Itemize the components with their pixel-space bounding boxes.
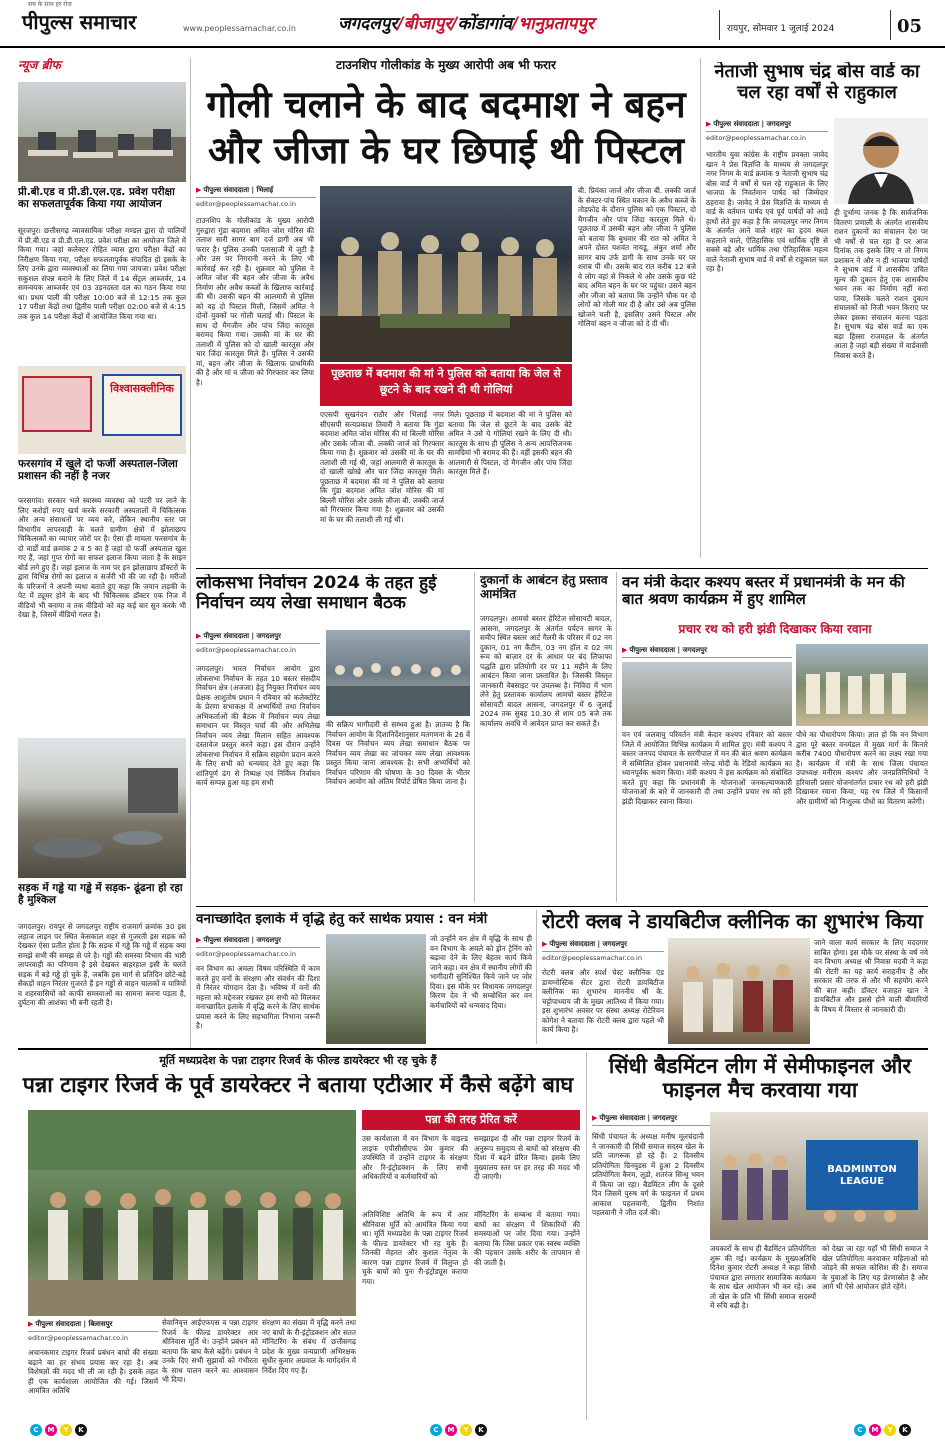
forest-area-col-1: वन विभाग का अमला विषम परिस्थिति में काम करते हुए वनों के संरक्षण और संवर्धन की दिशा में निरंतर योगदान देता है। भविष्य में वनों की महत्ता को मद्देनजर रखकर हम सभी को मिलकर वनाच्छादित इलाके में वृद्धि करने के लिए सार्थक प्रयास करने के लिए सहभागिता निभाना जरूरी है।: [196, 964, 320, 1030]
exam-hall-photo: [18, 82, 186, 182]
exam-hall-illustration: [18, 82, 186, 182]
lead-byline: ▶ पीपुल्स संवाददाता | भिलाई editor@peoplessamachar.co.in: [196, 184, 316, 214]
tiger-headline[interactable]: पन्ना टाइगर रिजर्व के पूर्व डायरेक्टर ने बताया एटीआर में कैसे बढ़ेंगे बाघ: [22, 1074, 574, 1098]
badminton-byline: ▶ पीपुल्स संवाददाता | जगदलपुर: [592, 1112, 712, 1128]
potholed-road-photo: [18, 738, 186, 878]
forest-area-col-2: जो उन्होंने वन क्षेत्र में वृद्धि के साथ ही वन विभाग के अमले को ड्रोन ट्रेनिंग को बढ़ावा देने के लिए बेहतर कार्य किये जाने कहा। वन क्षेत्र में स्थानीय लोगों की भागीदारी सुनिश्चित किये जाने पर जोर दिया। इस मौके पर विधायक जगदलपुर किरण देव ने भी सम्बोधित कर वन कर्मचारियों को धन्यवाद दिया।: [430, 934, 532, 1010]
tiger-kicker: मूर्ति मध्यप्रदेश के पन्ना टाइगर रिजर्व के फील्ड डायरेक्टर भी रह चुके हैं: [159, 1054, 437, 1067]
road-illustration: [18, 738, 186, 878]
badminton-col-2: जयकारों के साथ ही बैडमिंटन प्रतियोगिता शुरू की गई। कार्यक्रम के मुख्यअतिथि दिनेश कुमार रोटरी अध्यक्ष ने कहा सिंधी पंचायत द्वारा लगातार सामाजिक कार्यक्रम के साथ खेल आयोजन भी कर रहे। अब तो खेल के प्रति भी सिंधी समाज सदस्यों में रुचि बढ़ी है।: [710, 1244, 816, 1310]
election-col-2: की सक्रिय भागीदारी से सम्भव हुआ है। ज्ञातव्य है कि निर्वाचन आयोग के दिशानिर्देशानुसार मतगणना के 26 वें दिवस पर निर्वाचन व्यय लेखा समाधान बैठक पर निर्वाचन व्यय लेखा का जांचकर व्यय लेखा आवश्यक प्रस्तुत किया जाना आवश्यक है। सभी अभ्यर्थियों को निर्वाचन परिणाम की घोषणा के 30 दिवस के भीतर निर्वाचन आयोग को अंतिम रिपोर्ट प्रेषित किया जाना है।: [326, 720, 470, 786]
tiger-box-title: पन्ना की तरह प्रेरित करें: [362, 1110, 580, 1130]
clinic-sign-text: विश्वासक्लीनिक: [110, 382, 174, 395]
badminton-col-1: सिंधी पंचायत के अध्यक्ष मनीष मूलचंदानी ने जानकारी दी सिंधी समाज सदस्य खेल के प्रति जागरूक हो रहे हैं। 2 दिवसीय प्रतियोगिता ग्रिनवुडस में हुआ 2 दिवसीय प्रतियोगिता कैरम, लूडो, शतरंज सिन्धु भवन में किया जा रहा। बैडमिंटन लीग के दूसरे दिन जिसमें पुरुष वर्ग के फाइनल में प्रथम आकाश पहलवानी, द्वितीय निशांत पहलवानी ने जीत दर्ज की।: [592, 1132, 704, 1217]
dateline: रायपुर, सोमवार 1 जुलाई 2024: [727, 24, 835, 34]
badminton-players-photo: [710, 1112, 928, 1240]
brief-headline-3[interactable]: सड़क में गड्ढे या गड्ढे में सड़क- ढूंढना हो रहा है मुश्किल: [18, 882, 183, 907]
forest-area-byline: ▶ पीपुल्स संवाददाता | जगदलपुर editor@peoplessamachar.co.in: [196, 934, 320, 962]
tiger-box-text-2: समझाइश दी और पन्ना टाइगर रिजर्व के अनुरूप समुदाय से बाघों को संरक्षण की दिशा में बढ़ने प्रेरित किया। इसके लिए मुख्यालय स्तर पर हर तरह की मदद भी दी जाएगी।: [474, 1134, 580, 1181]
brief-text-2: फरसगांव। सरकार भले स्वास्थ्य व्यवस्था को पटरी पर लाने के लिए करोड़ों रुपए खर्च करके सरकारी अस्पतालों में चिकित्सक और अन्य संसाधनों पर व्यय करे, लेकिन स्थानीय स्तर पर विभागीय लापरवाही के चलते ग्रामीण क्षेत्रों में झोलाछाप चिकित्सकों का व्यापार जोरों पर है। ऐसा ही मामला फरसगांव के दो वार्डों वार्ड क्रमांक 2 व 5 का है जहां दो फर्जी अस्पताल खुल गए हैं, जहां गुप्त रोगों का सफल इलाज किया जाता है के साइन बोर्ड लगे हुए हैं। जहां इलाज के नाम पर इन झोलाछाप डॉक्टरों के द्वारा विभिन्न रोगों का इलाज व सर्जरी भी की जा रही है। मरीजों के परिजनों ने अपनी व्यथा बताते हुए कहा कि जयान लड़की के पेट में ट्यूमर होने के बाद भी चिकित्सक डॉक्टर एक निज में वीडियो भी बनाया व तक वीडियो को वह कई बार सुन करके भी देखा है, जिसमें वीडियो गलत है।: [18, 496, 186, 619]
lead-col-3: मिले। पूछताछ में बदमाश की मां ने पुलिस को बताया कि जेल से छूटने के बाद उसके बेटे अमित ने उसे ये गोलियां रखने के लिए दी थी। कारतूस के साथ ही पुलिस ने अन्य आपत्तिजनक सामग्रियां भी बरामद की हैं। वहीं इसकी बहन की आलमारी से पिस्टल, दो मैगजीन और पांच जिंदा कारतूस मिले हैं।: [448, 410, 572, 476]
rotary-byline: ▶ पीपुल्स संवाददाता | जगदलपुर editor@peoplessamachar.co.in: [542, 938, 664, 966]
spokesperson-portrait: [834, 118, 928, 204]
election-col-1: जगदलपुर। भारत निर्वाचन आयोग द्वारा लोकसभा निर्वाचन के तहत 10 बस्तर संसदीय निर्वाचन क्षेत्र (अजजा) हेतु नियुक्त निर्वाचन व्यय प्रेक्षक आशुतोष प्रधान ने रविवार को कलेक्टोरेट के प्रेरणा सभाकक्ष में अभ्यर्थियों तथा निर्वाचन अभिकर्ताओं की बैठक में निर्वाचन व्यय लेखा समाधान पर विस्तृत चर्चा की और अभिलेख निर्वाचन व्यय लेखा मिलान सहित आवश्यक दस्तावेज प्रस्तुत करने कहा। इस दौरान उन्होंने लोकसभा निर्वाचन में सक्रिय सहयोग प्रदान करने के लिए सभी को धन्यवाद देते हुए कहा कि शांतिपूर्ण ढंग से निष्पक्ष एवं निर्विघ्न निर्वाचन कार्य सम्पन्न हुआ यह हम सभी: [196, 664, 320, 787]
edition-names: जगदलपुर/बीजापुर/कोंडागांव/भानुप्रतापपुर: [338, 14, 594, 34]
meeting-illustration: [326, 630, 470, 716]
tiger-col-3: संरक्षण का संख्या में वृद्धि करने तथा नए बाघों के री-इंट्रोडक्शन और सतत मॉनिटरिंग के संबंध में छत्तीसगढ़ प्रदेश के मुख्य वन्यप्राणी अभिरक्षक सुधीर कुमार अग्रवाल के मार्गदर्शन में निर्देश दिए गए हैं।: [262, 1318, 356, 1375]
badminton-banner-text: BADMINTON LEAGUE: [827, 1164, 897, 1187]
logo-tagline: सच के साथ हर रोज: [28, 1, 72, 8]
lead-col-4: बी. प्रियंका जार्ज और जीजा बी. लक्की जार्ज के सेक्टर-पांच स्थित मकान के अवैध कब्जे के तोड़फोड़ के दौरान पुलिस को एक पिस्टल, दो मैगजीन और पांच जिंदा कारतूस मिले थे। पूछताछ में उसकी बहन और जीजा ने पुलिस को बताया कि बुधवार की रात को अमित ने अपने दोस्त यशवंत नायडू, अंकुर शर्मा और सागर बाघ उर्फ डागी के साथ उनके घर पर शराब पी थी। उसके बाद रात करीब 12 बजे वे लोग वहां से निकले थे और उसके कुछ घंटे बाद अमित बहन के घर पर पहुंचा। उसने बहन और जीजा को बताया कि उन्होंने चौक पर दो लोगों को गोली मार दी है और उसे अब पुलिस खोजने चली है, इसलिए उसने पिस्टल और गोलियां बहन व जीजा को दे दी थीं।: [578, 186, 696, 328]
tiger-reserve-group-photo: [28, 1110, 356, 1316]
election-meeting-photo: [326, 630, 470, 716]
lead-col-1: टाउनशिप के गोलीकांड के मुख्य आरोपी गुरुद्वारा गुंडा बदमाश अमित जोश मोरिस की तलाश सारी सागर बाग दर्ज डागी अब भी फरार है। पुलिस उनकी पतासाजी में जुटी है और उस पर निगरानी करने के लिए भी कार्रवाई कर रही है। शुक्रवार को पुलिस ने अमित जोश की बहन और जीजा के अवैध निर्माण और अवैध कब्जों के खिलाफ कार्रवाई की थी। उसकी बहन की आलमारी से पुलिस को वह दो पिस्टल मिली, जिसमें अमित ने दोनों युवकों पर गोली चलाई थी। पिस्टल के साथ दो मैगजीन और पांच जिंदा कारतूस बरामद किया गया। उसकी मां के घर की तलाशी में पुलिस को दो खाली कारतूस और चार जिंदा कारतूस मिले हैं। पुलिस ने उसकी मां, बहन और जीजा के खिलाफ प्राथमिकी की है और मां व जीजा को गिरफ्तार कर लिया है।: [196, 216, 314, 387]
tiger-col-2: सेवानिवृत्त आईएफएस व पन्ना टाइगर रिजर्व के फील्ड डायरेक्टर आर श्रीनिवास मूर्ति थे। उन्होंने प्रबंधन को बताया कि बाघ कैसे बढ़ेंगे। प्रबंधन ने उनके दिए सभी सुझावों को गंभीरता के साथ पालन करने का आश्वासन भी दिया।: [162, 1318, 258, 1384]
forest-area-headline[interactable]: वनाच्छादित इलाके में वृद्धि हेतु करें सार्थक प्रयास : वन मंत्री: [196, 912, 488, 927]
side-headline[interactable]: नेताजी सुभाष चंद्र बोस वार्ड का चल रहा वर्षों से राहुकाल: [714, 62, 920, 103]
rotary-col-2: जाने वाला कार्य सरकार के लिए मददगार साबित होगा। इस मौके पर संस्था के वर्ष नये वन विभाग अध्यक्ष श्री निवास मदवी ने कहा की रोटरी का यह कार्य सराहनीय है और सरकार की तरफ से और भी सहयोग करने की बात कही। डॉक्टर वजाहत खान ने डायबिटीज और इससे होने वाली बीमारियों के विषय में विस्तार से जानकारी दी।: [814, 938, 928, 1014]
newspaper-logo[interactable]: सच के साथ हर रोज पीपुल्स समाचार: [22, 1, 137, 34]
tiger-col-5: मॉनिटरिंग के सम्बन्ध में बताया गया। बाघों का संरक्षण में शिकारियों की समस्याओं पर जोर दिया गया। उन्होंने बताया कि जिस प्रकार एक स्वस्थ व्यक्ति की पहचान उसके शरीर के तापमान से की जाती है।: [474, 1210, 580, 1267]
forest-staff-photo: [326, 934, 426, 1044]
side-byline: ▶ पीपुल्स संवाददाता | जगदलपुर editor@peoplessamachar.co.in: [706, 118, 828, 148]
tiger-group-illustration: [28, 1110, 356, 1316]
cmyk-marks-center: C M Y K: [430, 1424, 487, 1436]
tiger-col-4: अतिविशिष्ट अतिथि के रूप में आर श्रीनिवास मूर्ति को आमंत्रित किया गया था। मूर्ति मध्यप्रदेश के पन्ना टाइगर रिजर्व के फील्ड डायरेक्टर भी रह चुके हैं। जिनकी मेहनत और कुशल नेतृत्व के कारण पन्ना टाइगर रिजर्व में विलुप्त हो चुके बाघों को पुनः री-इंट्रोड्यूस कराया गया।: [362, 1210, 468, 1286]
side-col-2: ही दुर्भाग्य जनक है कि सार्वजनिक वितरण प्रणाली के अंतर्गत शासकीय राशन दुकानों का संचालन देश पर भी वर्षों से चल रहा है पर आज दिनांक तक इसके लिए न तो निगम प्रशासन ने और न ही भाजपा पार्षदों ने सुभाष वार्ड में शासकीय उचित मूल्य की दुकान हेतु एक शासकीय भवन तक का निर्माण नहीं करा पाया, जिसके चलते राशन दुकान संचालकों को निजी भवन किराए पर लेकर इसका संचालन करना पड़ता है। सुभाष चंद्र बोस वार्ड का एक बड़ा हिस्सा राजमहल के अंतर्गत आता है जहां बड़ी संख्या में वार्डवासी निवास करते हैं।: [834, 208, 928, 360]
cmyk-marks-right: C M Y K: [854, 1424, 911, 1436]
tiger-col-1: अचानकमार टाइगर रिजर्व प्रबंधन बाघों की संख्या बढ़ाने का हर संभव प्रयास कर रहा है। अब विशेषज्ञों की मदद भी ली जा रही है। इसके तहत ही एक कार्यशाला आयोजित की गई। जिसमें आमंत्रित अतिथि: [28, 1348, 158, 1395]
rotary-headline[interactable]: रोटरी क्लब ने डायबिटीज क्लीनिक का शुभारंभ किया: [542, 910, 923, 933]
page-number: 05: [897, 16, 923, 37]
lead-kicker: टाउनशिप गोलीकांड के मुख्य आरोपी अब भी फरार: [336, 58, 556, 72]
rotary-group-illustration: [668, 938, 810, 1044]
brief-text-3: जगदलपुर। रायपुर से जगदलपुर राष्ट्रीय राजमार्ग क्रमांक 30 इस लहाज लाइन पर स्थित केसकाल शहर से गुजरती इस सड़क को देखकर ऐसा प्रतीत होता है कि सड़क में गड्ढे कि गड्ढे में सड़क क्या समझे सभी की समझ से परे है। गड्ढों की समस्या विभाग की भारी लापरवाही का परिणाम है इसे देखकर बाहरहाल इसी के चलते सड़क में बड़े गड्ढे हो चुके हैं, जबकि इस मार्ग से प्रतिदिन छोटे-बड़े सैकड़ों वाहन निरंतर गुजरते हैं इन गड्ढों से वाहन चालकों व यात्रियों व शहरवासियों को काफी समस्याओं का सामना करना पड़ता है, दुर्घटना की आशंका भी बनी रहती है।: [18, 922, 186, 1007]
badminton-col-3: को देखा जा रहा यहाँ भी सिंधी समाज ने खेल प्रतियोगिता करवाकर महिलाओं को जोड़ने की सफल कोशिश की है। समाज के युवाओं के लिए यह प्रेरणास्रोत है और आगे भी ऐसे आयोजन होते रहेंगे।: [822, 1244, 928, 1291]
police-press-photo: [320, 186, 572, 362]
side-col-1: भारतीय युवा कांग्रेस के राष्ट्रीय प्रवक्ता जावेद खान ने प्रेस विज्ञप्ति के माध्यम से जगदलपुर नगर निगम के वार्ड क्रमांक 9 नेताजी सुभाष चंद्र बोस वार्ड में वर्षों से चल रहे राहुकाल के लिए भाजपा के निवर्तमान पार्षद को जिम्मेदार ठहराया है। जावेद ने प्रेस विज्ञप्ति के माध्यम से वार्ड के वर्तमान पार्षद एवं पूर्व पार्षदों को आड़े हाथों लेते हुए कहा है कि जगदलपुर नगर निगम के अंतर्गत आने वाले शहर का हृदय स्थल कहलाने वाले, ऐतिहासिक एवं धार्मिक दृष्टि से सबसे बड़े और धार्मिक तथा ऐतिहासिक महत्व वाले नेताजी सुभाष वार्ड में वर्षों से राहुकाल चल रहा है।: [706, 150, 828, 273]
news-brief-tag: न्यूज ब्रीफ: [18, 58, 61, 72]
lead-photo-caption: पूछताछ में बदमाश की मां ने पुलिस को बताया कि जेल से छूटने के बाद रखने दी थी गोलियां: [320, 364, 572, 406]
rotary-col-1: रोटरी क्लब और स्पर्श चेस्ट क्लीनिक एंड डायग्नोस्टिक सेंटर द्वारा रोटरी डायबिटीज क्लीनिक का शुभारंभ माननीय श्री के. चट्टोपाध्याय जी के मुख्य आतिथ्य में किया गया। इस शुभारंभ अवसर पर संस्था अध्यक्ष रोटेरियन कोगेश ने बताया कि रोटरी क्लब द्वारा पहले भी कार्य किया है।: [542, 968, 664, 1034]
brief-headline-1[interactable]: प्री.बी.एड व प्री.डी.एल.एड. प्रवेश परीक्षा का सफलतापूर्वक किया गया आयोजन: [18, 186, 175, 211]
brief-headline-2[interactable]: फरसगांव में खुले दो फर्जी अस्पताल-जिला प्रशासन की नहीं है नजर: [18, 458, 178, 483]
forest-minister-headline[interactable]: वन मंत्री केदार कश्यप बस्तर में प्रधानमंत्री के मन की बात श्रवण कार्यक्रम में हुए शामिल: [622, 574, 905, 609]
lead-col-2: एएसपी सुखनंदन राठौर और भिलाई नगर सीएसपी सत्यप्रकाश तिवारी ने बताया कि गुंडा बदमाश अमित जोश मोरिस की मां बिल्ली मोरिस और उसके जीजा बी. लक्की जार्ज को गिरफ्तार किया गया है। शुक्रवार को उसकी मां के घर की तलाशी ली गई थी, जहां आलमारी से कारतूस के दो खाली खोखे और चार जिंदा कारतूस मिले। पूछताछ में बदमाश की मां ने पुलिस को बताया कि गुंडा बदमाश अमित जोश मोरिस की मां बिल्ली मोरिस और उसके जीजा बी. लक्की जार्ज को गिरफ्तार किया गया है। शुक्रवार को उसकी मां के घर की तलाशी ली गई थी।: [320, 410, 444, 524]
badminton-headline[interactable]: सिंधी बैडमिंटन लीग में सेमीफाइनल और फाइनल मैच करवाया गया: [608, 1054, 912, 1103]
clinic-signboard-photo: [18, 366, 186, 454]
forest-minister-subhead: प्रचार रथ को हरी झंडी दिखाकर किया रवाना: [678, 622, 872, 636]
brief-text-1: सूरजपुर। छत्तीसगढ़ व्यावसायिक परीक्षा मण्डल द्वारा दो पालियों में प्री.बी.एड व प्री.डी.एल.एड. प्रवेश परीक्षा का आयोजन जिले में किया गया। जहां कलेक्टर रोहित व्यास द्वारा परीक्षा केंद्रों का निरीक्षण किया गया, परीक्षा सफलतापूर्वक संपादित हो इसके के लिए उनके द्वारा व्यवस्थाओं का लिया गया जायजा। प्रवेश परीक्षा सकुशल संपन्न कराने के लिए जिले में 14 सेंट्रल आब्जर्वर, 14 समन्वयक आब्जर्वर एवं 03 उड़नदस्ता दल का गठन किया गया था। प्रथम पाली की परीक्षा 10:00 बजे से 12:15 तक कुल 17 परीक्षा केंद्रों तथा द्वितीय पाली परीक्षा 02:00 बजे से 4:15 तक कुल 14 परीक्षा केंद्रों में आयोजित किया गया था।: [18, 226, 186, 321]
event-crowd-illustration: [796, 644, 928, 726]
forest-minister-col-1: वन एवं जलवायु परिवर्तन मंत्री केदार कश्यप रविवार को बस्तर जिले में आयोजित विभिन्न कार्यक्रम में शामिल हुए। मंत्री कश्यप ने बस्तर जनपद पंचायत के सरगीपाल में मन की बात श्रवण कार्यक्रम में सम्मिलित होकर प्रधानमंत्री नरेन्द्र मोदी के रेडियो कार्यक्रम का ध्यानपूर्वक श्रवण किया। मंत्री कश्यप ने इस कार्यक्रम को संबोधित करते हुए कहा कि प्रधानमंत्री के योजनाओं जनकल्याणकारी योजनाओं के बारे में जानकारी दी तथा उन्होंने प्रचार रथ को हरी झंडी दिखाकर रवाना किया।: [622, 730, 792, 806]
masthead: [0, 0, 945, 48]
forest-event-photo: [796, 644, 928, 726]
lead-headline[interactable]: गोली चलाने के बाद बदमाश ने बहन और जीजा के घर छिपाई थी पिस्टल: [206, 83, 686, 173]
cmyk-marks-left: C M Y K: [30, 1424, 87, 1436]
tiger-byline: ▶ पीपुल्स संवाददाता | बिलासपुर editor@peoplessamachar.co.in: [28, 1318, 158, 1346]
tree-planting-photo: [622, 662, 792, 726]
rotary-event-photo: [668, 938, 810, 1044]
police-group-illustration: [320, 186, 572, 362]
website-url[interactable]: www.peoplessamachar.co.in: [183, 24, 296, 33]
election-byline: ▶ पीपुल्स संवाददाता | जगदलपुर editor@peoplessamachar.co.in: [196, 630, 320, 660]
shops-text: जगदलपुर। आमचो बस्तर हेरिटेज सोसायटी बादल, आसना, जगदलपुर के अंतर्गत पर्यटन सागर के समीप स्थित बस्तर आर्ट गैलरी के परिसर में 02 नग दुकान, 01 नग कैंटीन, 03 नग हॉल व 02 नग रूम को बाज़ार दर के आधार पर बंद लिफाफा पद्धति द्वारा प्रतियोगी दर पर 11 महीने के लिए आबंटन किया जाना प्रस्तावित है। जिसकी विस्तृत जानकारी वेबसाइट पर उपलब्ध है। निविदा में भाग लेने हेतु प्रस्तावक कार्यालय आमचो बस्तर हेरिटेज सोसायटी बादल आसना, जगदलपुर में 6 जुलाई 2024 तक सुबह 10.30 से शाम 05 बजे तक कार्यालय अवधि में आवेदन प्राप्त कर सकते हैं।: [480, 614, 612, 728]
forest-minister-byline: ▶ पीपुल्स संवाददाता | जगदलपुर: [622, 644, 792, 660]
portrait-illustration: [834, 118, 928, 204]
tiger-box-text-1: उस कार्यशाला में वन विभाग के वाइल्ड लाइफ एपीसीसीएफ प्रेम कुमार की उपस्थिति में उन्होंने टाइगर के संरक्षण और रि-इंट्रोडक्शन के लिए सभी अधिकारियों व कर्मचारियों को: [362, 1134, 468, 1181]
election-headline[interactable]: लोकसभा निर्वाचन 2024 के तहत हुई निर्वाचन व्यय लेखा समाधान बैठक: [196, 574, 437, 613]
forest-minister-col-2: पौधे का पौधारोपण किया। ज्ञात हो कि वन विभाग द्वारा पूरे बस्तर वनमंडल में मुख्य मार्ग के किनारे करीब 7400 पौधारोपण करने का लक्ष्य रखा गया है। कार्यक्रम में मंत्री के साथ जिला पंचायत उपाध्यक्ष मनीराम कश्यप और जनप्रतिनिधियों ने हरियाली प्रसार योजनांतर्गत प्रचार रथ को हरी झंडी दिखाकर रवाना किया, यह रथ जिले में किसानों और ग्रामीणों को निःशुल्क पौधों का वितरण करेगी।: [796, 730, 928, 806]
shops-headline[interactable]: दुकानों के आबंटन हेतु प्रस्ताव आमंत्रित: [480, 574, 608, 601]
